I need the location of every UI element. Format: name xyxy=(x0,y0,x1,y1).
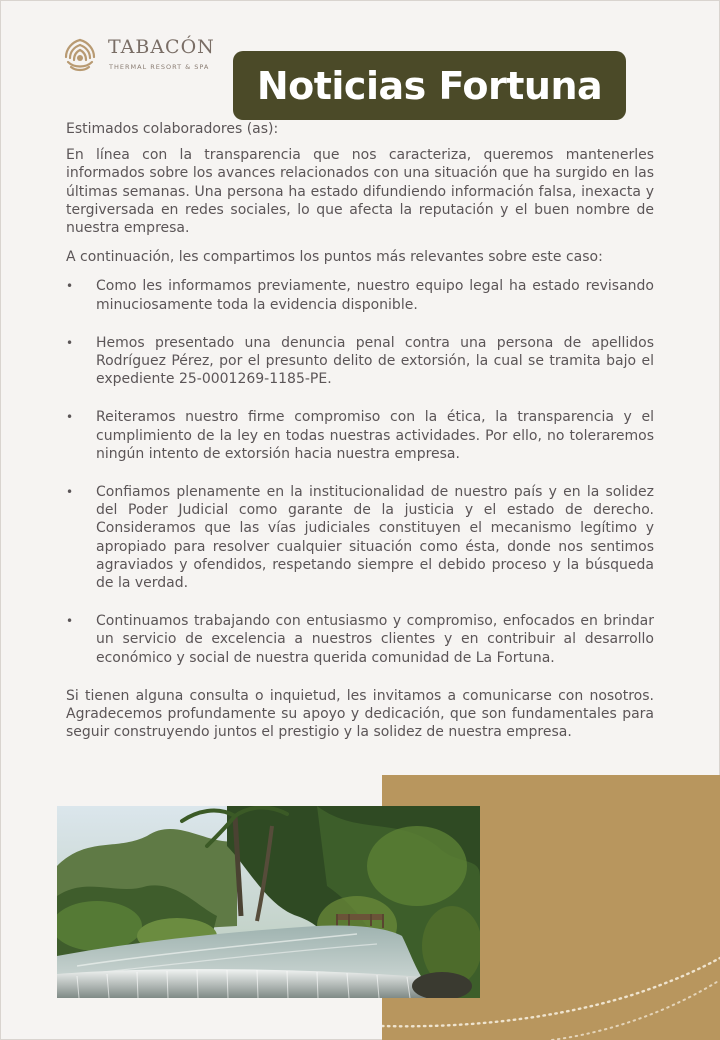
shell-logo-icon xyxy=(60,36,100,76)
bullet: • xyxy=(66,335,74,350)
greeting: Estimados colaboradores (as): xyxy=(66,121,279,137)
list-item xyxy=(66,612,654,667)
bullet: • xyxy=(66,485,74,500)
brand-tagline: THERMAL RESORT & SPA xyxy=(109,63,210,71)
list-item xyxy=(66,277,654,313)
letter-body xyxy=(66,120,654,752)
point-text: Como les informamos previamente, nuestro equipo legal ha estado revisando minuciosamente toda la evidencia disponible. xyxy=(96,278,654,313)
page-title: Noticias Fortuna xyxy=(256,63,603,108)
bullet: • xyxy=(66,279,74,294)
list-item xyxy=(66,483,654,592)
point-text: Reiteramos nuestro firme compromiso con la ética, la transparencia y el cumplimiento de la ley en todas nuestras actividades. Por ello, no toleraremos ningún intento de extorsión hacia nuestra empresa. xyxy=(96,409,654,462)
closing-paragraph: Si tienen alguna consulta o inquietud, les invitamos a comunicarse con nosotros. Agradecemos profundamente su apoyo y dedicación, que son fundamentales para seguir construyendo juntos el prestigio y la solidez de nuestra empresa. xyxy=(66,687,654,741)
intro-paragraph: En línea con la transparencia que nos caracteriza, queremos mantenerles informados sobre los avances relacionados con una situación que ha surgido en las últimas semanas. Una persona ha estado difundiendo información falsa, inexacta y tergiversada en redes sociales, lo que afecta la reputación y el buen nombre de nuestra empresa. xyxy=(66,147,654,237)
points-list xyxy=(66,277,654,666)
thermal-river-photo xyxy=(57,806,480,998)
list-item xyxy=(66,408,654,463)
lead-paragraph: A continuación, les compartimos los puntos más relevantes sobre este caso: xyxy=(66,249,603,266)
title-banner xyxy=(233,51,626,120)
list-item xyxy=(66,334,654,389)
brand-name: TABACÓN xyxy=(108,36,215,58)
point-text: Continuamos trabajando con entusiasmo y compromiso, enfocados en brindar un servicio de excelencia a nuestros clientes y en contribuir al desarrollo económico y social de nuestra querida comunidad de La Fortuna. xyxy=(96,613,654,666)
point-text: Hemos presentado una denuncia penal contra una persona de apellidos Rodríguez Pérez, por el presunto delito de extorsión, la cual se tramita bajo el expediente 25-0001269-1185-PE. xyxy=(96,334,654,388)
point-text: Confiamos plenamente en la institucionalidad de nuestro país y en la solidez del Poder Judicial como garante de la justicia y el estado de derecho. Consideramos que las vías judiciales constituyen el mecanismo legítimo y apropiado para resolver cualquier situación como ésta, donde nos sentimos agraviados y ofendidos, respetando siempre el debido proceso y la búsqueda de la verdad. xyxy=(96,484,654,592)
brand-logo xyxy=(60,36,225,78)
bullet: • xyxy=(66,410,74,425)
bullet: • xyxy=(66,614,74,629)
